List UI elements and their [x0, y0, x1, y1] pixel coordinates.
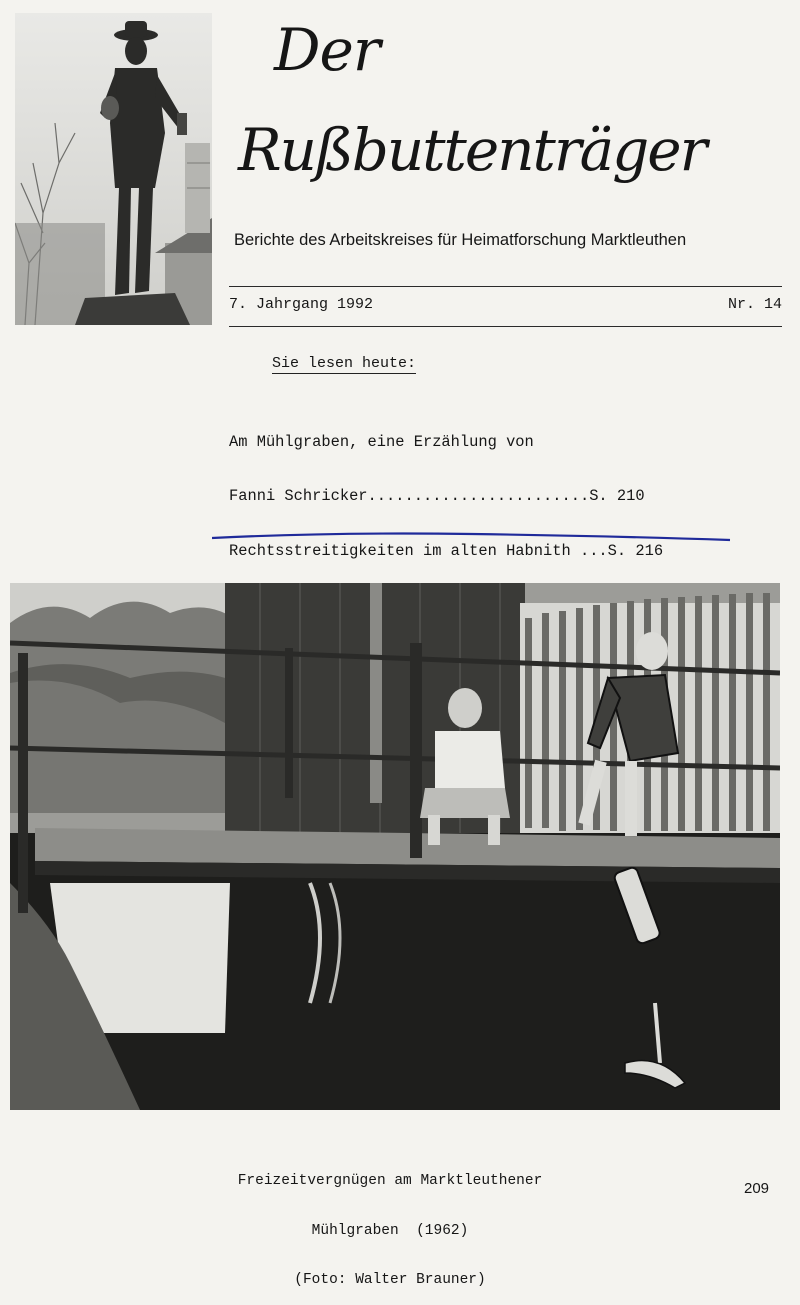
- masthead-title-line2: Rußbuttenträger: [238, 116, 706, 184]
- photo-caption: [150, 1140, 630, 1305]
- masthead-title-line1: Der: [274, 16, 380, 84]
- toc-line: Am Mühlgraben, eine Erzählung von: [229, 432, 534, 451]
- issue-number: Nr. 14: [727, 296, 782, 313]
- caption-line: Freizeitvergnügen am Marktleuthener: [237, 1173, 543, 1189]
- divider-bottom: [229, 326, 782, 327]
- page-number: 209: [744, 1180, 770, 1197]
- pen-underline: [212, 526, 732, 546]
- toc-line: Rechtsstreitigkeiten im alten Habnith ...S. 216: [229, 542, 664, 561]
- caption-line: Mühlgraben (1962): [311, 1222, 469, 1239]
- toc-line: Fanni Schricker........................S. 210: [229, 487, 645, 506]
- bridge-photo: [10, 583, 780, 1110]
- divider-top: [229, 286, 782, 287]
- masthead-subtitle: Berichte des Arbeitskreises für Heimatforschung Marktleuthen: [234, 231, 687, 249]
- caption-line: (Foto: Walter Brauner): [294, 1272, 486, 1288]
- statue-photo: [15, 13, 212, 325]
- volume-year: 7. Jahrgang 1992: [229, 296, 374, 313]
- toc-heading: Sie lesen heute:: [272, 355, 417, 372]
